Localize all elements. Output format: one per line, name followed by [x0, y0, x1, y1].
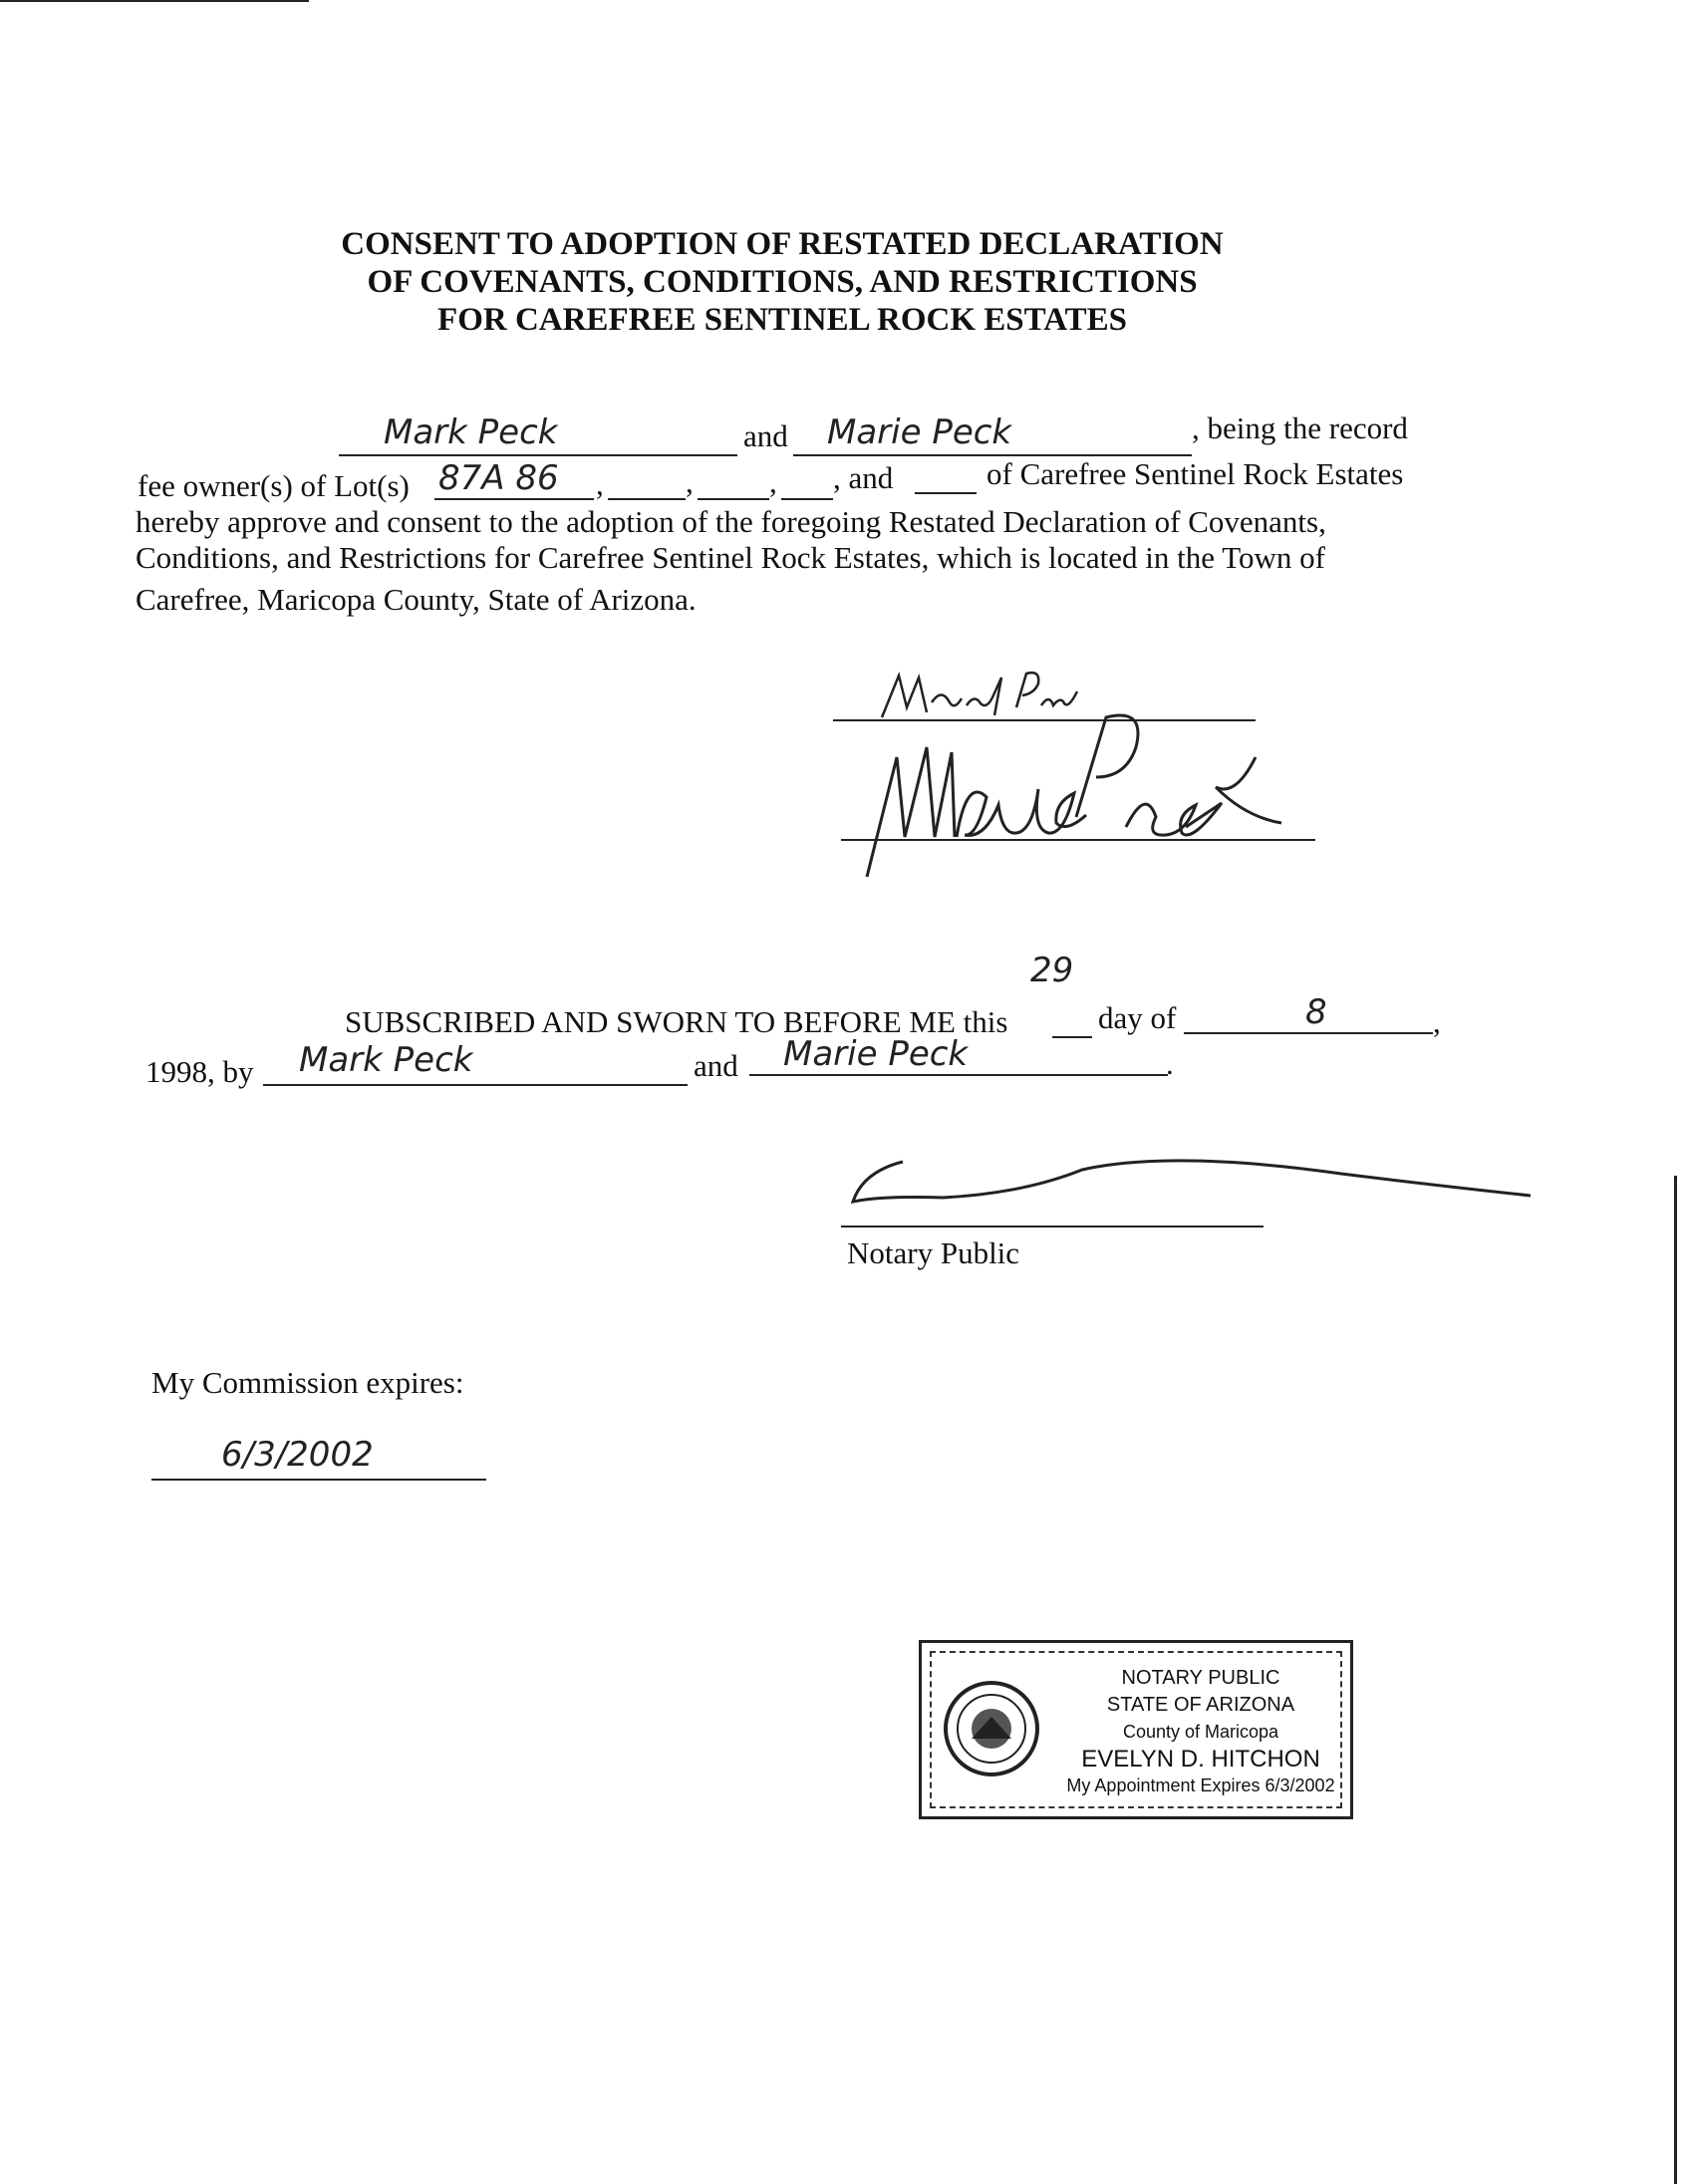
trailing-period: .: [1166, 1046, 1174, 1081]
being-record-text: , being the record: [1192, 410, 1408, 445]
lots-handwritten-value: 87A 86: [438, 458, 559, 498]
and-text-2: , and: [833, 460, 894, 495]
commission-label: My Commission expires:: [151, 1365, 464, 1400]
consent-line-3: hereby approve and consent to the adoption of the foregoing Restated Declaration of Covenants,: [136, 504, 1326, 539]
consent-line-5: Carefree, Maricopa County, State of Arizona.: [136, 582, 697, 617]
name2-handwritten: Marie Peck: [783, 1034, 969, 1074]
month-line: [1184, 1032, 1433, 1034]
commission-date-handwritten: 6/3/2002: [221, 1435, 374, 1475]
notary-seal-stamp: [919, 1640, 1353, 1819]
and-text-1: and: [743, 418, 788, 453]
document-title-line-2: OF COVENANTS, CONDITIONS, AND RESTRICTIONS: [367, 264, 1198, 300]
owner1-handwritten-name: Mark Peck: [384, 412, 558, 452]
day-handwritten-value: 29: [1030, 951, 1074, 990]
of-carefree-text: of Carefree Sentinel Rock Estates: [986, 456, 1404, 491]
state-seal-icon: [942, 1679, 1041, 1778]
comma-3: ,: [769, 464, 777, 499]
owner1-signature-line: [339, 454, 737, 456]
consent-line-4: Conditions, and Restrictions for Carefree Sentinel Rock Estates, which is located in the Town of: [136, 540, 1325, 575]
owner2-handwritten-name: Marie Peck: [827, 412, 1012, 452]
lot-line-2: [608, 498, 686, 500]
seal-line-4: EVELYN D. HITCHON: [1081, 1746, 1320, 1773]
trailing-comma: ,: [1433, 1004, 1441, 1039]
scan-edge-line: [0, 0, 309, 2]
fee-owner-text: fee owner(s) of Lot(s): [138, 468, 410, 503]
comma-1: ,: [596, 466, 604, 501]
commission-date-line: [151, 1479, 486, 1481]
scan-edge-right: [1674, 1176, 1677, 2184]
notary-signature-line: [841, 1226, 1264, 1228]
lot-line-1: [434, 498, 594, 500]
lot-line-4: [781, 498, 833, 500]
seal-line-5: My Appointment Expires 6/3/2002: [1066, 1775, 1335, 1795]
day-line: [1052, 1036, 1092, 1038]
year-by-text: 1998, by: [145, 1054, 254, 1089]
lot-line-3: [698, 498, 769, 500]
owner2-signature: [857, 707, 1295, 887]
seal-line-2: STATE OF ARIZONA: [1106, 1694, 1295, 1716]
seal-text: [1061, 1665, 1340, 1799]
seal-line-1: NOTARY PUBLIC: [1121, 1667, 1280, 1689]
lot-line-5: [915, 492, 977, 494]
name1-line: [263, 1084, 688, 1086]
comma-2: ,: [686, 464, 694, 499]
sworn-text: SUBSCRIBED AND SWORN TO BEFORE ME this: [345, 1004, 1008, 1039]
day-of-text: day of: [1098, 1000, 1177, 1035]
document-title-line-3: FOR CAREFREE SENTINEL ROCK ESTATES: [437, 302, 1127, 338]
notary-public-label: Notary Public: [847, 1235, 1020, 1270]
name1-handwritten: Mark Peck: [299, 1040, 473, 1080]
document-title-line-1: CONSENT TO ADOPTION OF RESTATED DECLARATION: [341, 226, 1224, 262]
seal-line-3: County of Maricopa: [1122, 1722, 1279, 1742]
month-handwritten-value: 8: [1305, 992, 1327, 1032]
and-text-3: and: [694, 1048, 738, 1083]
name2-line: [749, 1074, 1168, 1076]
notary-signature: [843, 1152, 1541, 1222]
